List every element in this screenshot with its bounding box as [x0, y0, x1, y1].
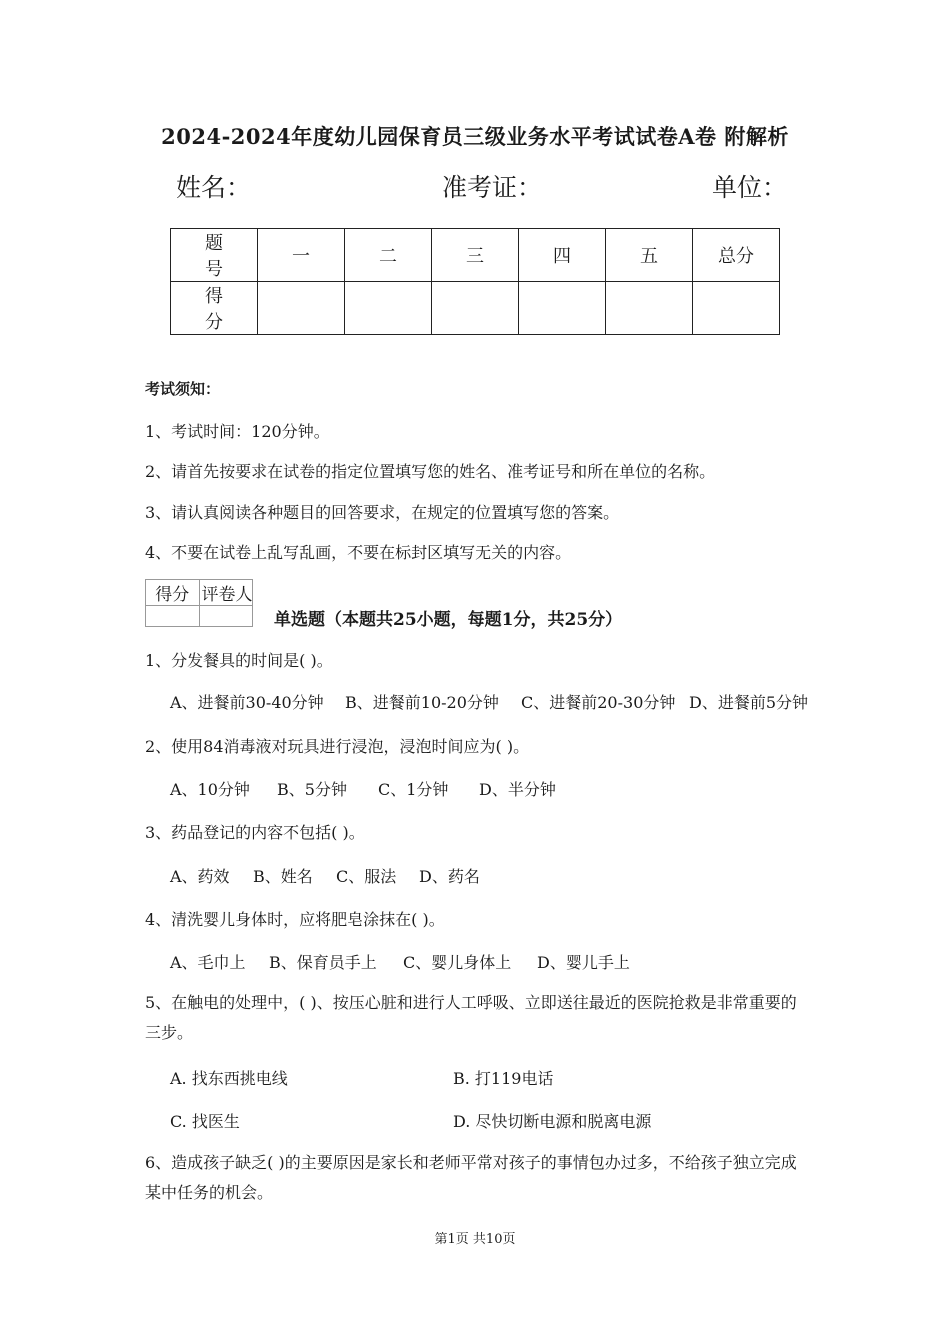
question-stem: 3、药品登记的内容不包括( )。 [145, 823, 365, 842]
column-4: 四 [519, 229, 606, 282]
column-5: 五 [606, 229, 693, 282]
option: A. 找东西挑电线 [170, 1069, 288, 1088]
name-label: 姓名： [176, 173, 252, 202]
option: C. 找医生 [170, 1112, 240, 1131]
score-cell-3 [432, 282, 519, 335]
option: C、服法 [336, 867, 397, 886]
question-stem: 5、在触电的处理中，( )、按压心脏和进行人工呼吸、立即送往最近的医院抢救是非常重要的三步。 [145, 993, 797, 1042]
unit-label: 单位： [712, 173, 788, 202]
option: A、药效 [170, 867, 230, 886]
option: B、姓名 [253, 867, 313, 886]
notice-item: 3、请认真阅读各种题目的回答要求，在规定的位置填写您的答案。 [145, 503, 620, 522]
option: A、进餐前30-40分钟 [170, 693, 324, 712]
question-options [170, 1109, 651, 1132]
option: C、进餐前20-30分钟 [521, 693, 676, 712]
exam-number-label: 准考证： [442, 173, 543, 202]
option: D、半分钟 [479, 780, 556, 799]
notice-item: 4、不要在试卷上乱写乱画，不要在标封区填写无关的内容。 [145, 543, 572, 562]
grader-score-cell [146, 606, 200, 627]
grader-score-label: 得分 [146, 580, 200, 606]
question-options [170, 777, 556, 800]
option: B、5分钟 [277, 780, 347, 799]
option: B、保育员手上 [269, 953, 377, 972]
score-cell-2 [345, 282, 432, 335]
score-table [170, 228, 780, 335]
question-options [170, 1066, 553, 1089]
notice-item: 2、请首先按要求在试卷的指定位置填写您的姓名、准考证号和所在单位的名称。 [145, 462, 716, 481]
question-options [170, 950, 630, 973]
option: A、10分钟 [170, 780, 250, 799]
option: D、药名 [419, 867, 480, 886]
column-1: 一 [258, 229, 345, 282]
notice-item: 1、考试时间：120分钟。 [145, 422, 330, 441]
option: B. 打119电话 [453, 1069, 554, 1088]
question-stem: 2、使用84消毒液对玩具进行浸泡，浸泡时间应为( )。 [145, 737, 530, 756]
option: B、进餐前10-20分钟 [345, 693, 499, 712]
score-cell-4 [519, 282, 606, 335]
question-stem: 4、清洗婴儿身体时，应将肥皂涂抹在( )。 [145, 910, 445, 929]
grader-box [145, 579, 253, 627]
question-number-header: 题 号 [171, 229, 258, 282]
score-cell-1 [258, 282, 345, 335]
grader-name-label: 评卷人 [199, 580, 253, 606]
score-row-header: 得 分 [171, 282, 258, 335]
option: D、进餐前5分钟 [689, 693, 809, 712]
question-options [170, 864, 480, 887]
grader-name-cell [199, 606, 253, 627]
column-total: 总分 [693, 229, 780, 282]
notice-heading: 考试须知： [145, 380, 221, 398]
option: D. 尽快切断电源和脱离电源 [453, 1112, 652, 1131]
column-3: 三 [432, 229, 519, 282]
page-footer: 第1页 共10页 [434, 1232, 516, 1247]
option: C、婴儿身体上 [403, 953, 512, 972]
option: A、毛巾上 [170, 953, 246, 972]
score-cell-5 [606, 282, 693, 335]
question-stem: 6、造成孩子缺乏( )的主要原因是家长和老师平常对孩子的事情包办过多，不给孩子独立完成某中任务的机会。 [145, 1153, 797, 1202]
question-options [170, 690, 808, 713]
score-table-header-row [171, 229, 780, 282]
option: C、1分钟 [378, 780, 449, 799]
section-title: 单选题（本题共25小题，每题1分，共25分） [274, 610, 623, 630]
exam-title: 2024-2024年度幼儿园保育员三级业务水平考试试卷A卷 附解析 [161, 124, 789, 149]
option: D、婴儿手上 [537, 953, 630, 972]
question-stem: 1、分发餐具的时间是( )。 [145, 651, 333, 670]
score-cell-total [693, 282, 780, 335]
column-2: 二 [345, 229, 432, 282]
score-table-score-row [171, 282, 780, 335]
